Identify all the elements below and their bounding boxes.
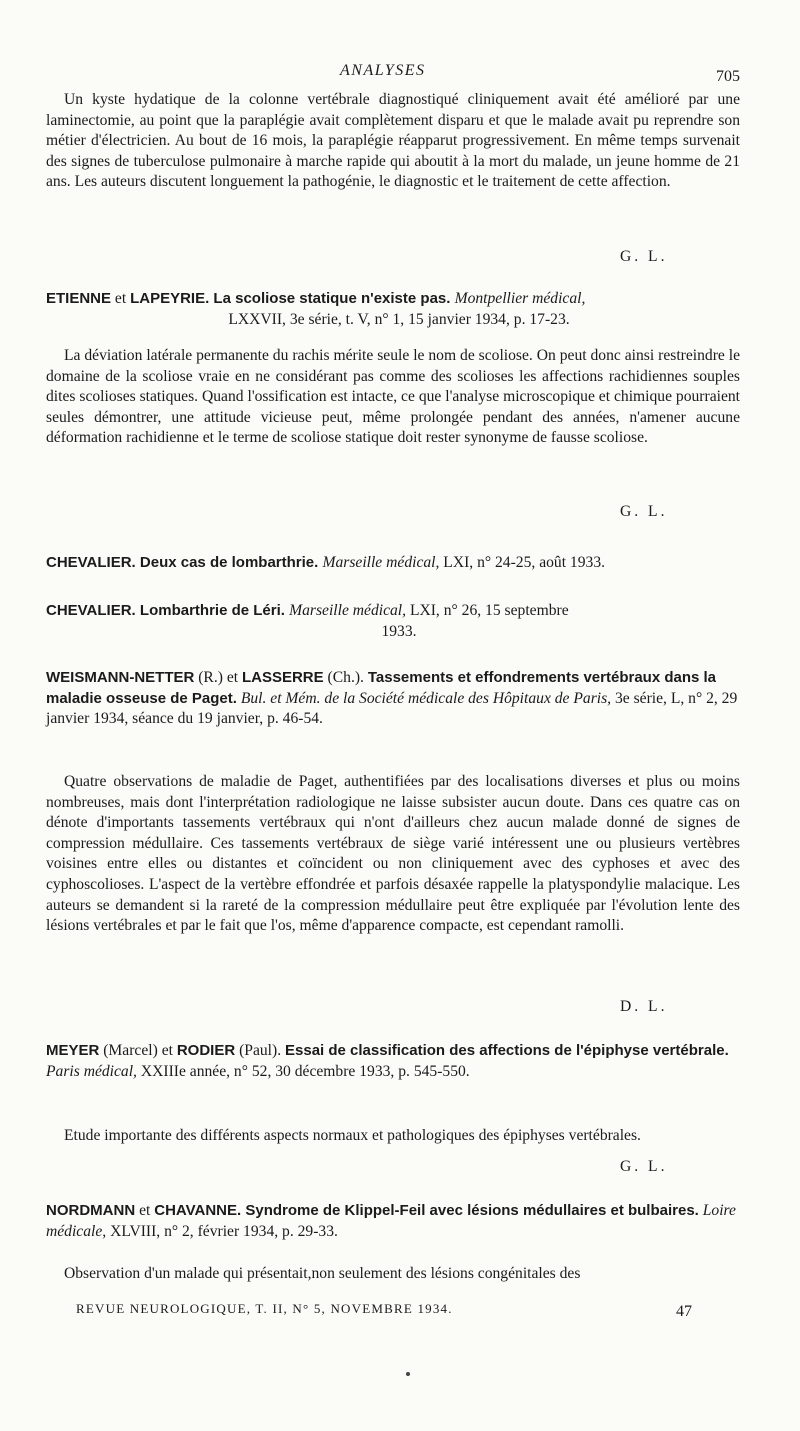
reference-chevalier-2 — [46, 600, 740, 642]
author: LAPEYRIE. — [130, 290, 210, 307]
reference-chevalier-1 — [46, 552, 740, 573]
journal-name: Marseille médical, — [322, 554, 440, 571]
citation-details: LXXVII, 3e série, t. V, n° 1, 15 janvier 1934, p. 17-23. — [228, 311, 570, 328]
citation-details: LXI, n° 24-25, août 1933. — [439, 554, 606, 571]
author: MEYER — [46, 1042, 100, 1059]
author-initial: (Paul). — [235, 1042, 285, 1059]
reference-nordmann-chavanne — [46, 1200, 740, 1242]
conjunction: et — [226, 669, 242, 686]
article-title: Essai de classification des affections de l'épiphyse vertébrale. — [285, 1042, 729, 1059]
author-initial: (R.) — [194, 669, 227, 686]
abstract-weismann: Quatre observations de maladie de Paget, authentifiées par des localisations diverses et plus ou moins nombreuses, mais dont l'interprétation radiologique ne laisse subsister aucun doute. Dans ces quatre cas on dénote d'importants tassements vertébraux qui n'ont d'ailleurs chez aucun malade donné de signes de compression médullaire. Ces tassements vertébraux de siège varié intéressent une ou plusieurs vertèbres voisines entre elles ou distantes et coïncident ou non cliniquement avec des cyphoses et avec des cyphoscolioses. L'aspect de la vertèbre effondrée et parfois désaxée rappelle la platyspondylie malacique. Les auteurs se demandent si la rareté de la compression médullaire peut être expliquée par l'évolution lente des lésions vertébrales et par le fait que l'os, même d'apparence compacte, est cependant ramolli. — [46, 773, 740, 935]
running-title: ANALYSES — [340, 62, 426, 79]
journal-name: Bul. et Mém. de la Société médicale des Hôpitaux de Paris, — [236, 689, 612, 707]
citation-details: LXI, n° 26, 15 septembre — [406, 602, 569, 619]
citation-details: 3e série, L, n° 2, 29 janvier 1934, séance du 19 janvier, p. 46-54. — [46, 689, 738, 727]
article-title: Lombarthrie de Léri. — [135, 602, 290, 619]
journal-name: Loire médicale, — [46, 1202, 736, 1240]
article-title: Deux cas de lombarthrie. — [135, 554, 323, 571]
abstract-initials: G. L. — [620, 1158, 668, 1175]
conjunction: et — [161, 1042, 177, 1059]
abstract-meyer: Etude importante des différents aspects normaux et pathologiques des épiphyses vertébrales. — [64, 1127, 641, 1144]
reference-etienne-lapeyrie — [46, 288, 740, 330]
reference-meyer-rodier — [46, 1040, 740, 1082]
abstract-nordmann: Observation d'un malade qui présentait,non seulement des lésions congénitales des — [64, 1265, 581, 1282]
abstract-initials: G. L. — [620, 503, 668, 520]
sheet-number: 47 — [676, 1303, 692, 1320]
intro-initials: G. L. — [620, 248, 668, 265]
author: CHEVALIER. — [46, 602, 136, 619]
journal-name: Montpellier médical, — [454, 290, 586, 307]
article-title: Syndrome de Klippel-Feil avec lésions médullaires et bulbaires. — [241, 1202, 699, 1219]
author-initial: (Ch.). — [323, 669, 368, 686]
citation-details-cont: 1933. — [381, 623, 417, 640]
author: WEISMANN-NETTER — [46, 669, 195, 686]
abstract-etienne: La déviation latérale permanente du rachis mérite seule le nom de scoliose. On peut donc ainsi restreindre le domaine de la scoliose vraie en ne considérant pas comme des scolioses les affections rachidiennes souples dites scolioses statiques. Quand l'ossification est intacte, ce que l'analyse microscopique et chimique pourraient seules démontrer, une attitude vicieuse peut, même prolongée pendant des années, n'amener aucune déformation rachidienne et le terme de scoliose statique doit rester synonyme de fausse scoliose. — [46, 347, 740, 447]
intro-abstract: Un kyste hydatique de la colonne vertébrale diagnostiqué cliniquement avait été amélioré par une laminectomie, au point que la paraplégie avait complètement disparu et que le malade avait pu reprendre son métier d'électricien. Au bout de 16 mois, la paraplégie réapparut progressivement. En même temps survenait des signes de tuberculose pulmonaire à marche rapide qui aboutit à la mort du malade, un jeune homme de 21 ans. Les auteurs discutent longuement la pathogénie, le diagnostic et le traitement de cette affection. — [46, 91, 740, 191]
author: CHAVANNE. — [154, 1202, 242, 1219]
article-title: La scoliose statique n'existe pas. — [209, 290, 455, 307]
author: NORDMANN — [46, 1202, 136, 1219]
conjunction: et — [135, 1202, 155, 1219]
journal-name: Marseille médical, — [289, 602, 407, 619]
abstract-initials: D. L. — [620, 998, 668, 1015]
author: ETIENNE — [46, 290, 112, 307]
author: CHEVALIER. — [46, 554, 136, 571]
citation-details: XXIIIe année, n° 52, 30 décembre 1933, p. 545-550. — [136, 1063, 470, 1080]
author: RODIER — [176, 1042, 236, 1059]
conjunction: et — [111, 290, 131, 307]
journal-footer: REVUE NEUROLOGIQUE, T. II, N° 5, NOVEMBRE 1934. — [76, 1301, 453, 1316]
author: LASSERRE — [241, 669, 324, 686]
page-number: 705 — [716, 68, 740, 85]
article-title: Tassements et effondrements vertébraux dans la maladie osseuse de Paget. — [46, 669, 717, 707]
citation-details: XLVIII, n° 2, février 1934, p. 29-33. — [106, 1223, 338, 1240]
reference-weismann-netter-lasserre — [46, 668, 740, 730]
journal-name: Paris médical, — [46, 1063, 137, 1080]
print-speck — [406, 1372, 410, 1376]
author-initial: (Marcel) — [99, 1042, 162, 1059]
